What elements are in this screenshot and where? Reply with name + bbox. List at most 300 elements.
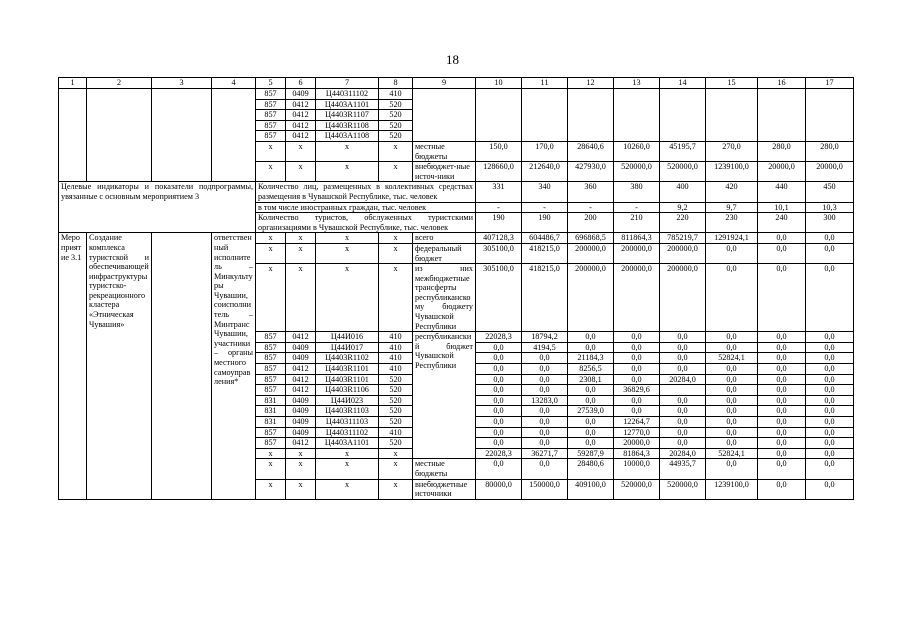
funding-source: из них межбюджетные трансферты республиканскому бюджету Чувашской Республики (413, 264, 476, 332)
value-cell (476, 89, 522, 142)
indicator-value: 190 (522, 213, 568, 233)
code-x: x (256, 162, 286, 182)
column-header: 4 (212, 78, 256, 89)
gr-code: 857 (256, 110, 286, 121)
code-x: x (379, 459, 413, 479)
code-x: x (286, 233, 316, 244)
value-cell: 409100,0 (568, 479, 614, 499)
expense-code: 520 (379, 406, 413, 417)
value-cell: 22028,3 (476, 448, 522, 459)
indicator-value: 380 (614, 182, 660, 202)
section-code: 0409 (286, 342, 316, 353)
value-cell (706, 89, 758, 142)
value-cell: 418215,0 (522, 264, 568, 332)
value-cell: 13283,0 (522, 395, 568, 406)
code-x: x (316, 162, 379, 182)
code-x: x (286, 141, 316, 161)
funding-source: республиканский бюджет Чувашской Республики (413, 332, 476, 459)
section-code: 0412 (286, 438, 316, 449)
value-cell: 0,0 (758, 364, 806, 375)
value-cell: 0,0 (706, 459, 758, 479)
value-cell: 150,0 (476, 141, 522, 161)
code-x: x (316, 264, 379, 332)
code-x: x (379, 162, 413, 182)
value-cell: 0,0 (758, 417, 806, 428)
value-cell: 0,0 (660, 332, 706, 343)
expense-code: 410 (379, 342, 413, 353)
section-code: 0412 (286, 332, 316, 343)
value-cell: 418215,0 (522, 243, 568, 263)
value-cell: 0,0 (806, 406, 854, 417)
value-cell: 1239100,0 (706, 479, 758, 499)
target-code: Ц440311102 (316, 89, 379, 100)
indicator-value: 10,3 (806, 202, 854, 213)
code-x: x (256, 243, 286, 263)
code-x: x (316, 141, 379, 161)
value-cell: 20284,0 (660, 448, 706, 459)
section-code: 0412 (286, 120, 316, 131)
value-cell: 0,0 (806, 233, 854, 244)
value-cell: 0,0 (614, 353, 660, 364)
code-x: x (256, 141, 286, 161)
value-cell: 2308,1 (568, 374, 614, 385)
target-code: Ц44И016 (316, 332, 379, 343)
value-cell (806, 89, 854, 142)
target-code: Ц44И017 (316, 342, 379, 353)
gr-code: 857 (256, 89, 286, 100)
expense-code: 410 (379, 332, 413, 343)
value-cell: 0,0 (522, 459, 568, 479)
gr-code: 857 (256, 120, 286, 131)
expense-code: 520 (379, 120, 413, 131)
indicator-value: 9,2 (660, 202, 706, 213)
value-cell: 0,0 (758, 406, 806, 417)
value-cell: 0,0 (522, 364, 568, 375)
cell-col3 (152, 233, 212, 499)
section-code: 0409 (286, 395, 316, 406)
target-code: Ц4403А1101 (316, 438, 379, 449)
value-cell: 20284,0 (660, 374, 706, 385)
target-code: Ц4403А1101 (316, 99, 379, 110)
expense-code: 410 (379, 364, 413, 375)
code-x: x (256, 264, 286, 332)
value-cell: 0,0 (522, 385, 568, 396)
value-cell: 0,0 (614, 374, 660, 385)
indicator-value: - (476, 202, 522, 213)
value-cell: 18794,2 (522, 332, 568, 343)
value-cell (660, 385, 706, 396)
code-x: x (256, 233, 286, 244)
value-cell: 0,0 (706, 264, 758, 332)
value-cell: 200000,0 (614, 264, 660, 332)
value-cell: 22028,3 (476, 332, 522, 343)
value-cell: 0,0 (706, 417, 758, 428)
section-code: 0412 (286, 385, 316, 396)
value-cell: 10000,0 (614, 459, 660, 479)
value-cell (614, 89, 660, 142)
gr-code: 857 (256, 342, 286, 353)
value-cell (758, 89, 806, 142)
value-cell: 0,0 (706, 374, 758, 385)
value-cell (568, 89, 614, 142)
value-cell: 0,0 (806, 353, 854, 364)
value-cell: 0,0 (806, 417, 854, 428)
value-cell: 0,0 (568, 438, 614, 449)
funding-source: внебюджетные источники (413, 479, 476, 499)
value-cell: 0,0 (706, 332, 758, 343)
value-cell: 0,0 (476, 438, 522, 449)
code-x: x (316, 243, 379, 263)
value-cell: 10260,0 (614, 141, 660, 161)
gr-code: 831 (256, 395, 286, 406)
value-cell: 0,0 (660, 342, 706, 353)
value-cell: 520000,0 (660, 479, 706, 499)
indicator-value: 300 (806, 213, 854, 233)
value-cell: 785219,7 (660, 233, 706, 244)
value-cell: 0,0 (476, 406, 522, 417)
indicator-value: 450 (806, 182, 854, 202)
value-cell: 0,0 (476, 353, 522, 364)
value-cell: 0,0 (758, 264, 806, 332)
target-code: Ц4403R1102 (316, 353, 379, 364)
value-cell: 0,0 (806, 438, 854, 449)
value-cell: 0,0 (806, 395, 854, 406)
value-cell: 280,0 (758, 141, 806, 161)
section-code: 0409 (286, 89, 316, 100)
value-cell: 0,0 (806, 459, 854, 479)
column-header: 11 (522, 78, 568, 89)
value-cell: 696868,5 (568, 233, 614, 244)
value-cell: 12264,7 (614, 417, 660, 428)
value-cell: 0,0 (476, 459, 522, 479)
value-cell: 0,0 (706, 406, 758, 417)
value-cell: 0,0 (522, 374, 568, 385)
value-cell: 604486,7 (522, 233, 568, 244)
indicator-value: 230 (706, 213, 758, 233)
target-code: Ц4403А1108 (316, 131, 379, 142)
value-cell: 0,0 (706, 427, 758, 438)
value-cell: 0,0 (806, 264, 854, 332)
value-cell: 0,0 (758, 427, 806, 438)
header-row (59, 78, 854, 89)
code-x: x (286, 264, 316, 332)
value-cell: 44935,7 (660, 459, 706, 479)
target-code: Ц440311102 (316, 427, 379, 438)
funding-source: внебюджет-ные источ-ники (413, 162, 476, 182)
code-x: x (286, 162, 316, 182)
value-cell: 0,0 (706, 243, 758, 263)
value-cell: 20000,0 (614, 438, 660, 449)
gr-code: 831 (256, 406, 286, 417)
column-header: 8 (379, 78, 413, 89)
value-cell: 280,0 (806, 141, 854, 161)
column-header: 3 (152, 78, 212, 89)
value-cell: 520000,0 (660, 162, 706, 182)
expense-code: 520 (379, 417, 413, 428)
indicator-value: 9,7 (706, 202, 758, 213)
cell-col2 (87, 89, 152, 182)
value-cell: 0,0 (568, 417, 614, 428)
value-cell: 305100,0 (476, 264, 522, 332)
value-cell: 0,0 (706, 364, 758, 375)
value-cell: 520000,0 (614, 162, 660, 182)
column-header: 5 (256, 78, 286, 89)
value-cell: 0,0 (660, 427, 706, 438)
cell-col3 (152, 89, 212, 182)
value-cell: 200000,0 (614, 243, 660, 263)
value-cell: 0,0 (758, 385, 806, 396)
gr-code: 857 (256, 385, 286, 396)
section-code: 0412 (286, 364, 316, 375)
value-cell: 45195,7 (660, 141, 706, 161)
page-number: 18 (446, 52, 459, 67)
indicator-value: - (522, 202, 568, 213)
funding-source: местные бюджеты (413, 141, 476, 161)
value-cell: 0,0 (522, 406, 568, 417)
column-header: 6 (286, 78, 316, 89)
value-cell: 0,0 (806, 385, 854, 396)
value-cell: 52824,1 (706, 448, 758, 459)
code-x: x (379, 243, 413, 263)
target-code: Ц44И023 (316, 395, 379, 406)
value-cell: 0,0 (476, 342, 522, 353)
value-cell: 150000,0 (522, 479, 568, 499)
value-cell: 52824,1 (706, 353, 758, 364)
code-x: x (286, 243, 316, 263)
value-cell: 0,0 (660, 395, 706, 406)
value-cell: 0,0 (522, 427, 568, 438)
column-header: 16 (758, 78, 806, 89)
code-x: x (316, 459, 379, 479)
value-cell: 170,0 (522, 141, 568, 161)
target-code: Ц4403R1107 (316, 110, 379, 121)
value-cell: 0,0 (522, 353, 568, 364)
value-cell (660, 89, 706, 142)
value-cell: 59287,9 (568, 448, 614, 459)
value-cell: 0,0 (614, 364, 660, 375)
gr-code: 857 (256, 131, 286, 142)
value-cell: 0,0 (758, 448, 806, 459)
indicator-value: 440 (758, 182, 806, 202)
value-cell: 0,0 (614, 342, 660, 353)
code-x: x (316, 233, 379, 244)
gr-code: 857 (256, 427, 286, 438)
section-code: 0412 (286, 131, 316, 142)
target-code: x (316, 448, 379, 459)
value-cell: 0,0 (660, 417, 706, 428)
value-cell: 0,0 (568, 385, 614, 396)
column-header: 1 (59, 78, 87, 89)
value-cell: 0,0 (660, 406, 706, 417)
column-header: 14 (660, 78, 706, 89)
value-cell: 0,0 (476, 385, 522, 396)
indicator-value: 190 (476, 213, 522, 233)
value-cell: 0,0 (806, 332, 854, 343)
value-cell: 0,0 (614, 406, 660, 417)
target-code: Ц4403R1103 (316, 406, 379, 417)
value-cell: 200000,0 (568, 264, 614, 332)
value-cell: 520000,0 (614, 479, 660, 499)
value-cell: 20000,0 (806, 162, 854, 182)
value-cell: 1239100,0 (706, 162, 758, 182)
funding-source: всего (413, 233, 476, 244)
cell-col4 (212, 89, 256, 182)
code-x: x (379, 479, 413, 499)
value-cell: 0,0 (806, 374, 854, 385)
value-cell: 0,0 (706, 395, 758, 406)
value-cell: 0,0 (706, 385, 758, 396)
expense-code: 410 (379, 89, 413, 100)
value-cell: 0,0 (758, 342, 806, 353)
code-x: x (256, 479, 286, 499)
code-x: x (256, 459, 286, 479)
indicator-value: 340 (522, 182, 568, 202)
code-x: x (379, 264, 413, 332)
value-cell: 200000,0 (568, 243, 614, 263)
value-cell: 20000,0 (758, 162, 806, 182)
value-cell: 427930,0 (568, 162, 614, 182)
value-cell: 0,0 (476, 364, 522, 375)
section-code: 0412 (286, 374, 316, 385)
value-cell: 0,0 (758, 395, 806, 406)
value-cell: 1291924,1 (706, 233, 758, 244)
expense-code: 410 (379, 427, 413, 438)
column-header: 7 (316, 78, 379, 89)
expense-code: 520 (379, 374, 413, 385)
value-cell: 27539,0 (568, 406, 614, 417)
value-cell: 0,0 (758, 459, 806, 479)
value-cell: 0,0 (806, 243, 854, 263)
gr-code: 857 (256, 353, 286, 364)
value-cell: 128660,0 (476, 162, 522, 182)
value-cell: 811864,3 (614, 233, 660, 244)
value-cell: 0,0 (706, 438, 758, 449)
value-cell: 36829,6 (614, 385, 660, 396)
value-cell: 81864,3 (614, 448, 660, 459)
target-code: Ц440311103 (316, 417, 379, 428)
expense-code: 520 (379, 385, 413, 396)
value-cell: 8256,5 (568, 364, 614, 375)
indicator-value: 360 (568, 182, 614, 202)
section-code: 0409 (286, 417, 316, 428)
target-code: Ц4403R1101 (316, 364, 379, 375)
indicator-name: Количество туристов, обслуженных туристскими организациями в Чувашской Республике, тыс. человек (256, 213, 476, 233)
value-cell (522, 89, 568, 142)
gr-code: 857 (256, 99, 286, 110)
value-cell: 0,0 (660, 353, 706, 364)
budget-table (58, 77, 854, 500)
value-cell: 270,0 (706, 141, 758, 161)
value-cell: 0,0 (568, 395, 614, 406)
indicator-value: 331 (476, 182, 522, 202)
value-cell: 0,0 (758, 374, 806, 385)
value-cell: 21184,3 (568, 353, 614, 364)
cell-col1 (59, 89, 87, 182)
indicator-value: 400 (660, 182, 706, 202)
expense-code: 520 (379, 438, 413, 449)
indicator-value: 10,1 (758, 202, 806, 213)
value-cell: 36271,7 (522, 448, 568, 459)
value-cell: 200000,0 (660, 264, 706, 332)
value-cell: 212640,0 (522, 162, 568, 182)
value-cell: 0,0 (568, 427, 614, 438)
value-cell: 0,0 (522, 417, 568, 428)
value-cell: 0,0 (614, 395, 660, 406)
value-cell: 0,0 (476, 395, 522, 406)
column-header: 17 (806, 78, 854, 89)
event-row (59, 233, 854, 244)
section-code: 0412 (286, 99, 316, 110)
column-header: 13 (614, 78, 660, 89)
value-cell: 0,0 (806, 364, 854, 375)
value-cell: 28640,6 (568, 141, 614, 161)
section-code: 0409 (286, 406, 316, 417)
expense-code: 520 (379, 110, 413, 121)
value-cell: 0,0 (806, 448, 854, 459)
value-cell: 0,0 (476, 427, 522, 438)
code-x: x (286, 459, 316, 479)
expense-code: 520 (379, 395, 413, 406)
value-cell: 0,0 (806, 342, 854, 353)
value-cell: 0,0 (806, 427, 854, 438)
indicator-row (59, 182, 854, 202)
value-cell: 0,0 (660, 438, 706, 449)
column-header: 15 (706, 78, 758, 89)
gr-code: 857 (256, 332, 286, 343)
value-cell: 28480,6 (568, 459, 614, 479)
value-cell: 0,0 (806, 479, 854, 499)
responsible-executor: ответственный исполнитель – Минкультуры Чувашии, соисполнитель – Минтранс Чувашии, участники – органы местного самоуправления* (212, 233, 256, 499)
section-code: 0409 (286, 427, 316, 438)
event-code: Мероприятие 3.1 (59, 233, 87, 499)
value-cell: 0,0 (758, 233, 806, 244)
value-cell: 0,0 (706, 342, 758, 353)
column-header: 10 (476, 78, 522, 89)
value-cell: 0,0 (758, 438, 806, 449)
indicators-label: Целевые индикаторы и показатели подпрограммы, увязанные с основным мероприятием 3 (59, 182, 256, 233)
column-header: 9 (413, 78, 476, 89)
expense-code: 410 (379, 353, 413, 364)
expense-code: 520 (379, 99, 413, 110)
funding-source: федеральный бюджет (413, 243, 476, 263)
value-cell: 200000,0 (660, 243, 706, 263)
source-cell (413, 89, 476, 142)
value-cell: 0,0 (758, 353, 806, 364)
indicator-name: в том числе иностранных граждан, тыс. человек (256, 202, 476, 213)
value-cell: 0,0 (568, 342, 614, 353)
indicator-value: 420 (706, 182, 758, 202)
value-cell: 0,0 (660, 364, 706, 375)
value-cell: 0,0 (614, 332, 660, 343)
indicator-value: - (568, 202, 614, 213)
value-cell: 0,0 (758, 332, 806, 343)
indicator-value: 240 (758, 213, 806, 233)
event-name: Создание комплекса туристской и обеспечивающей инфраструктуры туристско-рекреационного кластера «Этническая Чувашия» (87, 233, 152, 499)
column-header: 2 (87, 78, 152, 89)
code-x: x (379, 141, 413, 161)
target-code: Ц4403R1108 (316, 120, 379, 131)
value-cell: 0,0 (758, 243, 806, 263)
value-cell: 0,0 (476, 374, 522, 385)
expense-code: 520 (379, 131, 413, 142)
table-row (59, 89, 854, 100)
value-cell: 0,0 (476, 417, 522, 428)
value-cell: 305100,0 (476, 243, 522, 263)
value-cell: 12770,0 (614, 427, 660, 438)
indicator-value: 220 (660, 213, 706, 233)
value-cell: 4194,5 (522, 342, 568, 353)
value-cell: 407128,3 (476, 233, 522, 244)
